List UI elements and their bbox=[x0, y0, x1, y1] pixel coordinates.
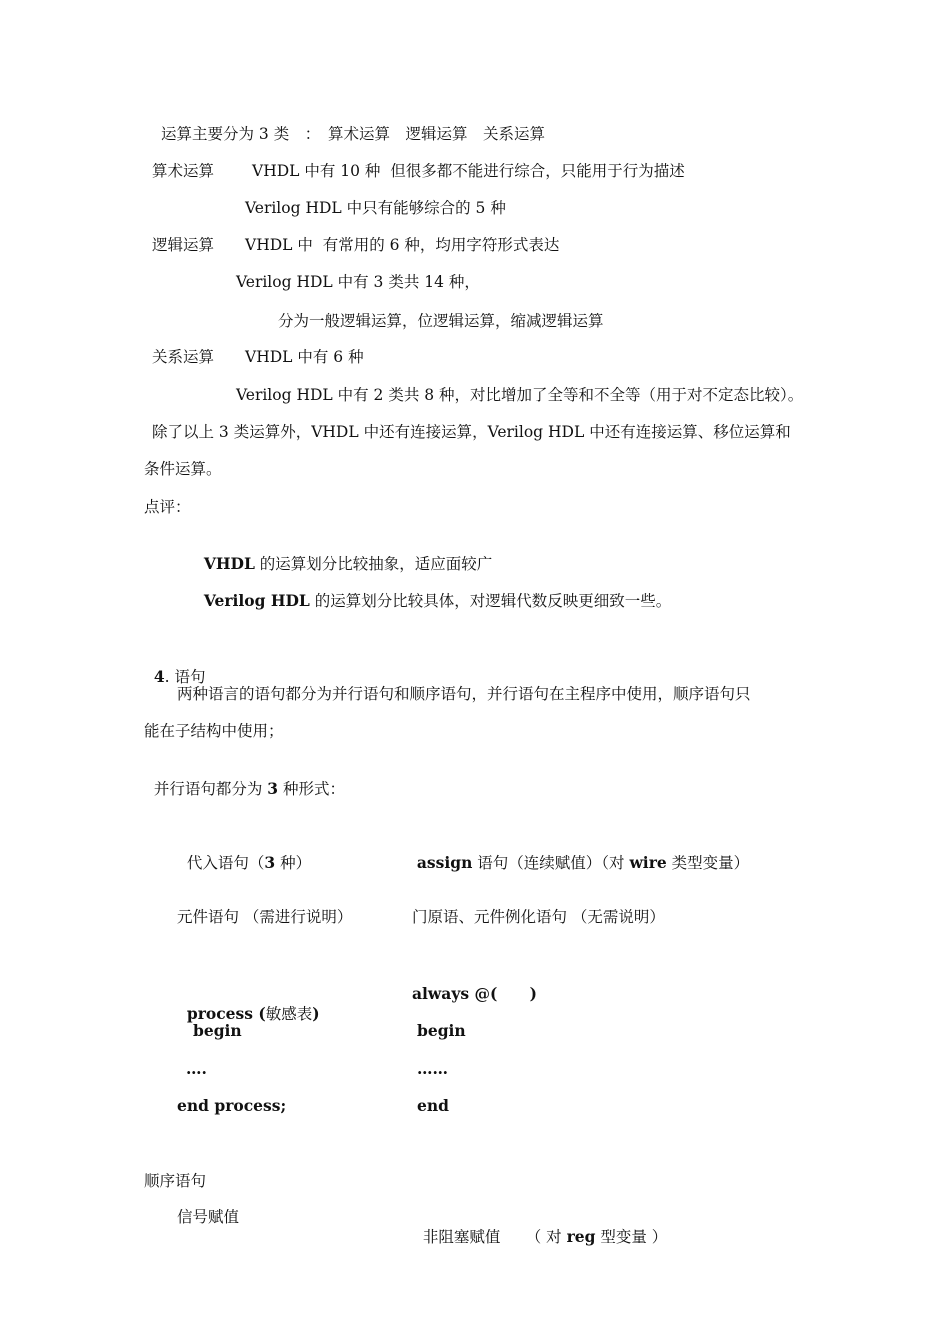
arith-label: 算术运算 bbox=[152, 162, 215, 180]
process-keyword: process ( bbox=[186, 1004, 266, 1023]
review-vhdl-bold: VHDL bbox=[203, 554, 255, 573]
logic-verilog-text: Verilog HDL 中有 3 类共 14 种， bbox=[236, 273, 480, 291]
section4-para-line1: 两种语言的语句都分为并行语句和顺序语句，并行语句在主程序中使用，顺序语句只 bbox=[177, 685, 751, 703]
assign-left-pre: 代入语句（ bbox=[186, 854, 265, 872]
review-verilog-text: 的运算划分比较具体，对逻辑代数反映更细致一些。 bbox=[309, 592, 672, 610]
reg-keyword: reg bbox=[566, 1227, 596, 1246]
dots-left: …. bbox=[186, 1059, 207, 1078]
rel-verilog-text: Verilog HDL 中有 2 类共 8 种，对比增加了全等和不全等（用于对不定态比较）。 bbox=[236, 386, 804, 404]
review-vhdl bbox=[194, 534, 492, 574]
section4-heading bbox=[144, 647, 206, 687]
logic-verilog-detail: 分为一般逻辑运算，位逻辑运算，缩减逻辑运算 bbox=[278, 312, 604, 330]
ops-intro: 运算主要分为 3 类 ： 算术运算 逻辑运算 关系运算 bbox=[161, 125, 545, 143]
parallel-intro bbox=[144, 759, 345, 799]
process-close-paren: ) bbox=[312, 1004, 320, 1023]
always-right: always @( ) bbox=[412, 984, 537, 1003]
section4-para-line2: 能在子结构中使用； bbox=[144, 722, 284, 740]
dots-right: …… bbox=[417, 1059, 448, 1078]
logic-vhdl-text: VHDL 中 有常用的 6 种，均用字符形式表达 bbox=[245, 236, 560, 254]
nonblocking-right bbox=[413, 1207, 667, 1247]
assign-keyword: assign bbox=[416, 853, 473, 872]
assign-right-post: 类型变量） bbox=[666, 854, 750, 872]
wire-keyword: wire bbox=[629, 853, 667, 872]
process-sensitivity: 敏感表 bbox=[265, 1005, 313, 1023]
nonblocking-pre: 非阻塞赋值 （ 对 bbox=[422, 1228, 567, 1246]
end-left: end process; bbox=[177, 1096, 287, 1115]
review-verilog-bold: Verilog HDL bbox=[203, 591, 310, 610]
component-right: 门原语、元件例化语句 （无需说明） bbox=[412, 908, 665, 926]
review-vhdl-text: 的运算划分比较抽象，适应面较广 bbox=[254, 555, 493, 573]
rel-vhdl-text: VHDL 中有 6 种 bbox=[245, 348, 364, 366]
rel-label: 关系运算 bbox=[152, 348, 215, 366]
assign-right bbox=[407, 833, 749, 873]
end-right: end bbox=[417, 1096, 449, 1115]
begin-right: begin bbox=[417, 1021, 466, 1040]
sequential-heading: 顺序语句 bbox=[144, 1172, 207, 1190]
signal-assign-left: 信号赋值 bbox=[177, 1208, 240, 1226]
section4-title: . 语句 bbox=[164, 668, 206, 686]
assign-right-mid: 语句（连续赋值）（对 bbox=[472, 854, 630, 872]
begin-left: begin bbox=[193, 1021, 242, 1040]
arith-vhdl-text: VHDL 中有 10 种 但很多都不能进行综合，只能用于行为描述 bbox=[252, 162, 685, 180]
parallel-intro-pre: 并行语句都分为 bbox=[153, 780, 268, 798]
component-left: 元件语句 （需进行说明） bbox=[177, 908, 353, 926]
parallel-intro-num: 3 bbox=[267, 779, 279, 798]
arith-verilog-text: Verilog HDL 中只有能够综合的 5 种 bbox=[245, 199, 506, 217]
parallel-intro-post: 种形式： bbox=[278, 780, 346, 798]
process-left bbox=[177, 984, 320, 1024]
review-verilog bbox=[194, 571, 671, 611]
other-ops-line1: 除了以上 3 类运算外，VHDL 中还有连接运算，Verilog HDL 中还有连接运算、移位运算和 bbox=[152, 423, 791, 441]
assign-left-num: 3 bbox=[264, 853, 276, 872]
nonblocking-post: 型变量 ） bbox=[595, 1228, 668, 1246]
section4-number: 4 bbox=[153, 667, 165, 686]
assign-left bbox=[177, 833, 311, 873]
logic-label: 逻辑运算 bbox=[152, 236, 215, 254]
other-ops-line2: 条件运算。 bbox=[144, 460, 222, 478]
assign-left-post: 种） bbox=[275, 854, 312, 872]
review-heading: 点评： bbox=[144, 498, 191, 516]
